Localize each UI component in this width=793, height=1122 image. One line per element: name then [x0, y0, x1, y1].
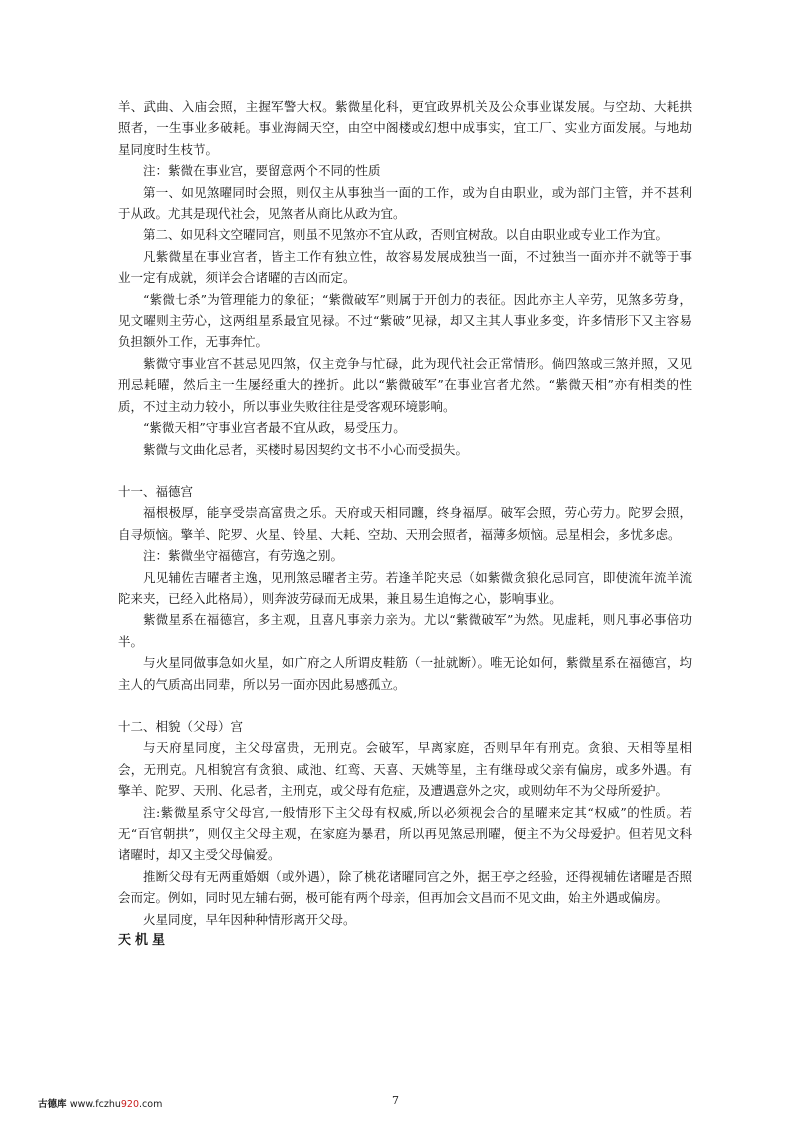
paragraph: 与天府星同度，主父母富贵，无刑克。会破军，早离家庭，否则早年有刑克。贪狼、天相等星相会，无刑克。凡相貌宫有贪狼、咸池、红鸾、天喜、天姚等星，主有继母或父亲有偏房，或多外遇。有擎羊、陀罗、天刑、化忌者，主刑克，或父母有危症，及遭遇意外之灾，或则幼年不为父母所爱护。 — [118, 740, 692, 799]
section-spacer — [118, 460, 692, 481]
paragraph: “紫微七杀”为管理能力的象征；“紫微破军”则属于开创力的表征。因此亦主人辛劳，见煞多劳身，见文曜则主劳心，这两组星系最宜见禄。不过“紫破”见禄，却又主其人事业多变，许多情形下又主容易负担额外工作，无事奔忙。 — [118, 291, 692, 350]
chapter-heading-tianji: 天机星 — [118, 933, 170, 949]
paragraph: 第二、如见科文空曜同宫，则虽不见煞亦不宜从政，否则宜树敌。以自由职业或专业工作为宜。 — [143, 227, 669, 243]
paragraph: 推断父母有无两重婚姻（或外遇），除了桃花诸曜同宫之外，据王亭之经验，还得视辅佐诸曜是否照会而定。例如，同时见左辅右弼，极可能有两个母亲，但再加会文昌而不见文曲，始主外遇或偏房。 — [118, 868, 692, 906]
paragraph: 与火星同做事急如火星，如广府之人所谓皮鞋筋（一扯就断）。唯无论如何，紫微星系在福德宫，均主人的气质高出同辈，所以另一面亦因此易感孤立。 — [118, 655, 692, 692]
section-heading-xiangmao: 十二、相貌（父母）宫 — [118, 718, 244, 734]
page-number: 7 — [392, 1094, 399, 1107]
site-name: 古德库 — [38, 1099, 67, 1110]
paragraph: 紫微与文曲化忌者，买楼时易因契约文书不小心而受损失。 — [143, 441, 469, 457]
paragraph: “紫微天相”守事业宫者最不宜从政，易受压力。 — [143, 420, 406, 436]
site-url-prefix: www.fczhu — [69, 1099, 121, 1110]
paragraph: 火星同度，早年因种种情形离开父母。 — [143, 911, 356, 927]
paragraph: 第一、如见煞曜同时会照，则仅主从事独当一面的工作，或为自由职业，或为部门主管，并不甚利于从政。尤其是现代社会，见煞者从商比从政为宜。 — [118, 184, 692, 222]
section-heading-fude: 十一、福德宫 — [118, 483, 194, 499]
paragraph: 羊、武曲、入庙会照，主握军警大权。紫微星化科，更宜政界机关及公众事业谋发展。与空劫、大耗拱照者，一生事业多破耗。事业海阔天空，由空中阁楼或幻想中成事实，宜工厂、实业方面发展。与地劫星同度时生枝节。 — [118, 99, 692, 157]
paragraph: 福根极厚，能享受崇高富贵之乐。天府或天相同躔，终身福厚。破军会照，劳心劳力。陀罗会照，自寻烦恼。擎羊、陀罗、火星、铃星、大耗、空劫、天刑会照者，福薄多烦恼。忌星相会，多忧多虑。 — [118, 505, 692, 542]
paragraph: 注：紫微在事业宫，要留意两个不同的性质 — [143, 163, 381, 179]
paragraph: 注：紫微坐守福德宫，有劳逸之别。 — [143, 548, 344, 564]
paragraph: 紫微守事业宫不甚忌见四煞，仅主竞争与忙碌，此为现代社会正常情形。倘四煞或三煞并照，又见刑忌耗曜，然后主一生屡经重大的挫折。此以“紫微破军”在事业宫者尤然。“紫微天相”亦有相类的性质，不过主动力较小，所以事业失败往往是受客观环境影响。 — [118, 355, 692, 414]
paragraph: 紫微星系在福德宫，多主观，且喜凡事亲力亲为。尤以“紫微破军”为然。见虚耗，则凡事必事倍功半。 — [118, 612, 692, 649]
body-text — [118, 96, 692, 952]
site-url-suffix: .com — [139, 1099, 163, 1110]
paragraph: 注:紫微星系守父母宫,一般情形下主父母有权威,所以必须视会合的星曜来定其“权威”的性质。若无“百官朝拱”，则仅主父母主观，在家庭为暴君，所以再见煞忌刑曜，便主不为父母爱护。但若见文科诸曜时，却又主受父母偏爱。 — [118, 804, 692, 863]
section-spacer — [118, 695, 692, 716]
paragraph: 凡见辅佐吉曜者主逸，见刑煞忌曜者主劳。若逢羊陀夹忌（如紫微贪狼化忌同宫，即使流年流羊流陀来夹，已经入此格局），则奔波劳碌而无成果，兼且易生追悔之心，影响事业。 — [118, 569, 692, 606]
site-url-accent: 920 — [120, 1099, 140, 1110]
footer-site-link[interactable] — [38, 1096, 162, 1110]
paragraph: 凡紫微星在事业宫者，皆主工作有独立性，故容易发展成独当一面，不过独当一面亦并不就等于事业一定有成就，须详会合诸曜的吉凶而定。 — [118, 248, 692, 286]
